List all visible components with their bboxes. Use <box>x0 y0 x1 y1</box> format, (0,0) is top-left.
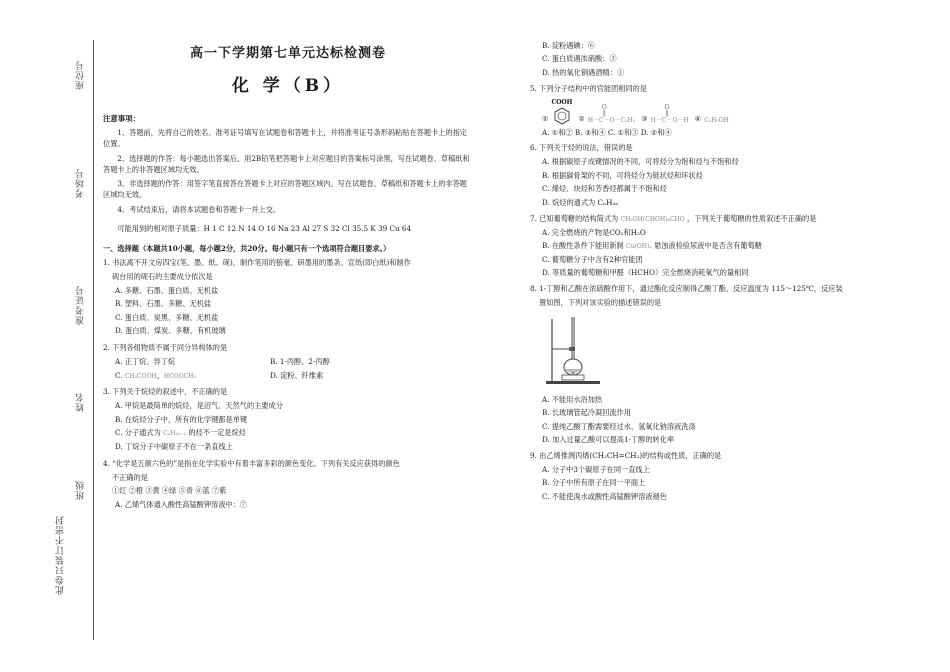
notice-item: 3、非选择题的作答：用签字笔直接答在答题卡上对应的答题区域内。写在试题卷、草稿纸和答题卡上的非答题区域均无效。 <box>103 179 467 200</box>
question-9-option-b: B. 分子中所有原子在同一平面上 <box>542 478 646 488</box>
question-8-stem: 8. 1-丁醇和乙酸在浓硫酸作用下，通过酯化反应制得乙酸丁酯，反应温度为 115～125℃，反应装 <box>530 284 843 294</box>
question-5-options: A. ①和② B. ③和④ C. ①和③ D. ②和④ <box>542 127 672 137</box>
question-9-option-c: C. 不能使溴水或酸性高锰酸钾溶液褪色 <box>542 492 667 502</box>
question-7-option-d: D. 等质量的葡萄糖和甲醛（HCHO）完全燃烧消耗氧气的量相同 <box>542 268 749 278</box>
question-3-stem: 3. 下列关于烷烃的叙述中，不正确的是 <box>103 387 228 397</box>
question-7-option-b: B. 在酸性条件下能用新制 Cu(OH)₂ 悬浊液检验尿液中是否含有葡萄糖 <box>542 241 762 251</box>
question-2-option-a: A. 正丁烷、异丁烷 <box>115 357 176 367</box>
question-6-option-c: C. 烯烃、炔烃和芳香烃都属于不饱和烃 <box>542 184 667 194</box>
right-column <box>530 38 910 506</box>
notice-item: 1、答题前，先将自己的姓名、准考证号填写在试题卷和答题卡上，并将准考证号条形码粘贴在答题卡上的指定位置。 <box>103 128 467 148</box>
question-8-stem-cont: 置如图，下列对该实验的描述错误的是 <box>539 297 662 307</box>
question-5-stem: 5. 下列分子结构中的官能团相同的是 <box>530 83 647 93</box>
seat-number-label: 座位号 <box>76 60 86 90</box>
structure-4: ④ C₂H₅OH <box>694 113 729 124</box>
question-8-option-a: A. 不能用水浴加热 <box>542 394 603 404</box>
question-7-stem: 7. 已知葡萄糖的结构简式为 CH₂OH(CHOH)₄CHO ，下列关于葡萄糖的性质叙述不正确的是 <box>530 213 817 223</box>
reflux-apparatus-diagram <box>542 315 910 389</box>
question-3-option-c: C. 分子通式为 CₙH₂ₙ₊₂ 的烃不一定是烷烃 <box>115 428 246 438</box>
question-1-stem-cont: 砚台用的砚石的主要成分依次是 <box>112 272 213 282</box>
question-6-option-d: D. 烷烃的通式为 CₙH₂ₙ <box>542 197 619 207</box>
question-3-option-b: B. 在烷烃分子中，所有的化学键都是单键 <box>115 414 248 424</box>
ester-formula: H－C－O－C₂H₅ <box>587 116 636 124</box>
structure-3: ③ O ‖ H－C－O－H <box>641 103 689 124</box>
question-5-structures <box>542 98 910 125</box>
exam-title: 高一下学期第七单元达标检测卷 <box>189 46 386 61</box>
carboxyl-group-label: COOH <box>551 98 573 106</box>
ethanol-formula: C₂H₅OH <box>704 116 729 124</box>
question-2-options-cd <box>103 371 473 382</box>
question-9-stem: 9. 由乙烯推测丙烯(CH₂CH=CH₂)的结构或性质，正确的是 <box>530 451 722 461</box>
question-2-options-ab <box>103 357 473 368</box>
formula-ch3cooh: CH₃COOH <box>124 372 157 380</box>
binding-line <box>93 40 94 640</box>
question-8-option-b: B. 长玻璃管起冷凝回流作用 <box>542 408 631 418</box>
question-6-option-b: B. 根据碳骨架的不同，可将烃分为链状烃和环状烃 <box>542 170 703 180</box>
question-3-option-a: A. 甲烷是最简单的烷烃，是沼气、天然气的主要成分 <box>115 401 283 411</box>
subject-title: 化 学（B） <box>231 75 345 96</box>
question-1-option-a: A. 多糖、石墨、蛋白质、无机盐 <box>115 285 219 295</box>
name-label: 姓名 <box>76 392 86 412</box>
exam-room-label: 考场号 <box>76 168 86 198</box>
question-6-option-a: A. 根据碳原子成键情况的不同，可将烃分为饱和烃与不饱和烃 <box>542 157 739 167</box>
question-7-option-c: C. 葡萄糖分子中含有2种官能团 <box>542 254 643 264</box>
formula-hcooch3: HCOOCH₃ <box>163 372 196 380</box>
left-column <box>103 40 473 513</box>
structure-2: ② O ‖ H－C－O－C₂H₅ <box>578 103 636 124</box>
notice-item: 2、选择题的作答：每小题选出答案后，用2B铅笔把答题卡上对应题目的答案标号涂黑，写在试题卷、草稿纸和答题卡上的非答题区域均无效。 <box>103 153 470 174</box>
question-3-option-d: D. 丁烷分子中碳原子不在一条直线上 <box>115 442 233 452</box>
admission-number-label: 准考证号 <box>76 285 86 325</box>
notice-item: 4、考试结束后，请将本试题卷和答题卡一并上交。 <box>117 204 281 214</box>
question-4-colors: ①红 ②橙 ③黄 ④绿 ⑤青 ⑥蓝 ⑦紫 <box>112 486 227 496</box>
question-4-option-b: B. 淀粉遇碘：⑥ <box>542 40 595 50</box>
question-8-option-d: D. 加入过量乙酸可以提高1-丁醇的转化率 <box>542 435 675 445</box>
question-1-option-b: B. 塑料、石墨、多糖、无机盐 <box>115 299 212 309</box>
question-2-stem: 2. 下列各组物质不属于同分异构体的是 <box>103 343 228 353</box>
structure-1: ① COOH <box>542 98 573 123</box>
benzene-ring-icon <box>553 107 571 125</box>
section-1-title: 一、选择题（本题共10小题，每小题2分，共20分。每小题只有一个选项符合题目要求。） <box>103 244 391 254</box>
seal-note: 此卷只装订不密封 <box>56 515 66 595</box>
reflux-apparatus-icon <box>542 315 604 385</box>
question-1-option-c: C. 蛋白质、炭黑、多糖、无机盐 <box>115 312 219 322</box>
glucose-formula: CH₂OH(CHOH)₄CHO <box>620 215 685 223</box>
atomic-masses: 可能用到的相对原子质量：H 1 C 12 N 14 O 16 Na 23 Al 27 S 32 Cl 35.5 K 39 Cu 64 <box>117 223 412 233</box>
question-1-option-d: D. 蛋白质、煤炭、多糖、有机玻璃 <box>115 326 226 336</box>
formic-acid-formula: H－C－O－H <box>650 116 689 124</box>
question-7-option-a: A. 完全燃烧的产物是CO₂和H₂O <box>542 227 646 237</box>
question-4-stem-cont: 不正确的是 <box>112 472 148 482</box>
question-4-stem: 4. “化学是五颜六色的”是指在化学实验中有着丰富多彩的颜色变化。下列有关反应获得的颜色 <box>103 458 400 468</box>
question-4-option-d: D. 热的氧化铜遇酒精：① <box>542 67 624 77</box>
question-9-option-a: A. 分子中3个碳原子在同一直线上 <box>542 464 650 474</box>
question-2-option-b: B. 1-丙醇、2-丙醇 <box>270 357 330 367</box>
question-1-stem: 1. 书法离不开文房四宝(笔、墨、纸、砚)，制作笔用的狼毫、研墨用的墨条、宣纸(即白纸)和制作 <box>103 258 411 268</box>
formula-cnh2n2: CₙH₂ₙ₊₂ <box>163 430 187 438</box>
notice-title: 注意事项： <box>103 114 140 123</box>
question-8-option-c: C. 提纯乙酸丁酯需要经过水、氢氧化钠溶液洗涤 <box>542 421 696 431</box>
copper-hydroxide-formula: Cu(OH)₂ <box>626 243 652 251</box>
question-2-option-d: D. 淀粉、纤维素 <box>270 370 324 380</box>
question-4-option-c: C. 蛋白质遇浓硝酸：③ <box>542 54 617 64</box>
question-6-stem: 6. 下列关于烃的说法，错误的是 <box>530 143 633 153</box>
question-2-option-c: C. CH₃COOH、HCOOCH₃ <box>115 370 196 380</box>
class-label: 班级 <box>76 480 86 500</box>
question-4-option-a: A. 乙烯气体通入酸性高锰酸钾溶液中：⑦ <box>115 499 247 509</box>
